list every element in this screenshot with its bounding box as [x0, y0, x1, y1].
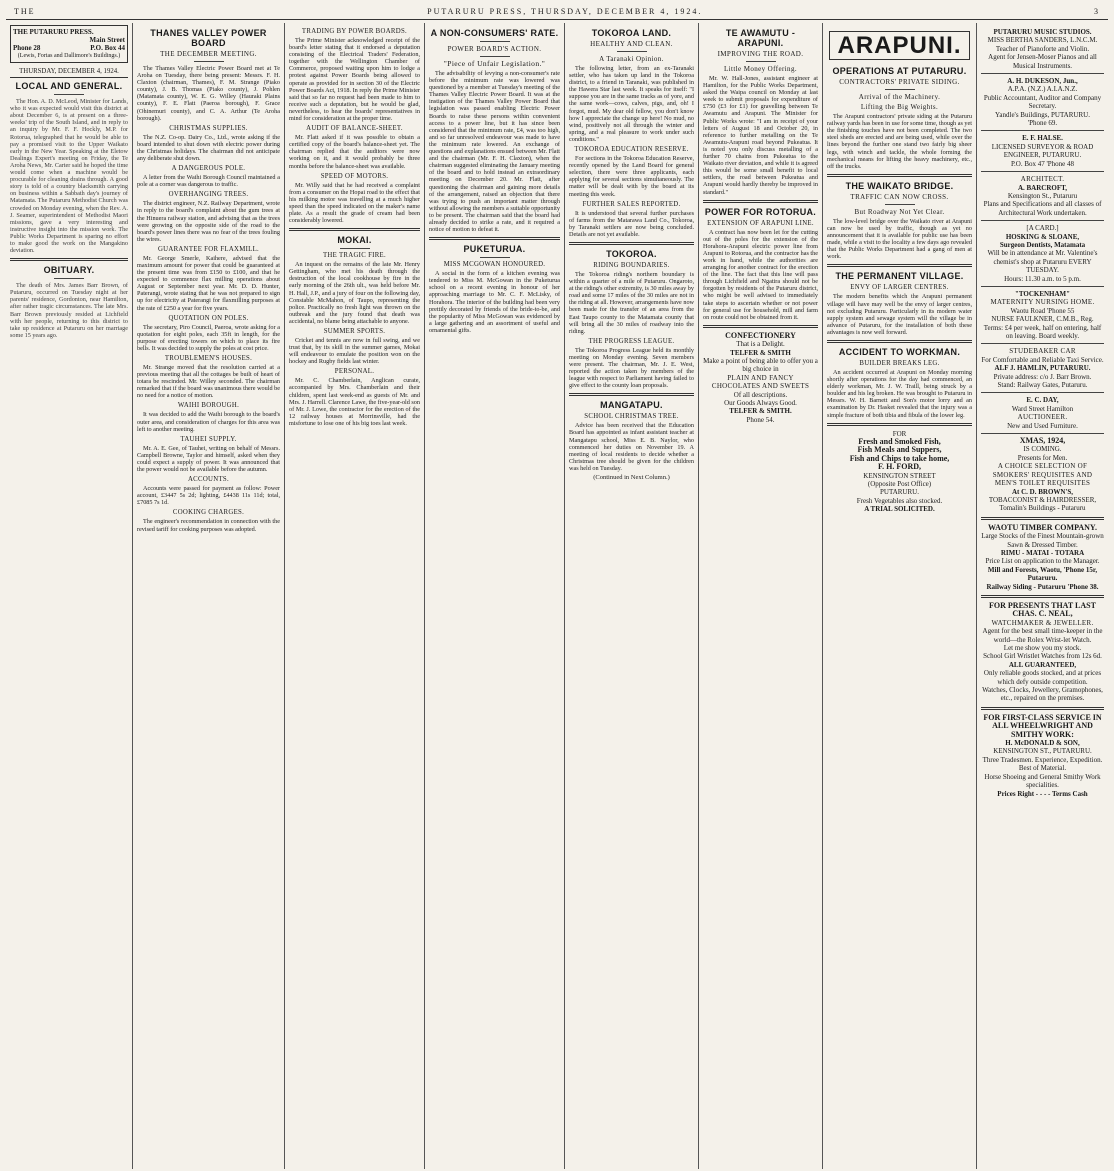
- ad-xmas-l2: Presents for Men.: [1017, 453, 1068, 462]
- ad-halse-l2: P.O. Box 47 'Phone 48: [1010, 159, 1075, 168]
- heading-local-general: LOCAL AND GENERAL.: [15, 81, 123, 92]
- christmas-supplies-text: The N.Z. Co-op. Dairy Co., Ltd., wrote asking if the board intended to shut down with electric power during the Christmas holidays. The chairman did not anticipate any deliberate shut down.: [137, 133, 280, 163]
- ad-day-l1: Ward Street Hamilton: [1011, 404, 1074, 413]
- heading-tokoroa: TOKOROA.: [606, 248, 657, 259]
- ad-mcdonald-l2: Three Tradesmen. Experience, Expedition. Best of Material.: [982, 755, 1103, 773]
- paper-publishers: (Lewis, Fortas and Dallimore's Buildings.): [17, 53, 121, 59]
- issue-date: THURSDAY, DECEMBER 4, 1924.: [10, 66, 128, 78]
- ad-waotu-l4: Mill and Forests, Waotu, 'Phone 15r, Putaruru.: [987, 565, 1098, 583]
- subheading-power-boards-action: POWER BOARD'S ACTION.: [447, 45, 542, 53]
- heading-puketurua: PUKETURUA.: [463, 244, 526, 255]
- ad-neal-l5: ALL GUARANTEED,: [1008, 660, 1077, 669]
- heading-operations-putaruru: OPERATIONS AT PUTARURU.: [832, 66, 967, 77]
- ad-neal-l7: Watches, Clocks, Jewellery, Gramophones, etc., repaired on the premises.: [982, 686, 1103, 703]
- heading-riding-boundaries: RIDING BOUNDARIES.: [593, 261, 670, 269]
- column-advertisements: [977, 23, 1108, 1169]
- ad-music-title: PUTARURU MUSIC STUDIOS.: [993, 28, 1092, 36]
- waikato-bridge-text: The low-level bridge over the Waikato river at Arapuni can now be used by traffic, though as yet no announcement that it is available for public use has been made, while a visit to the locality a few days ago revealed that the Public Works Department had a gang of men at work.: [827, 217, 972, 261]
- masthead: [6, 4, 1108, 20]
- heading-mangatapu: MANGATAPU.: [600, 400, 663, 411]
- ad-tockenham-name: "TOCKENHAM": [1014, 289, 1071, 298]
- subheading-contractors-siding: CONTRACTORS' PRIVATE SIDING.: [839, 78, 960, 87]
- ad-neal-l3: Let me show you my stock.: [1003, 644, 1082, 652]
- ad-neal-l2: Agent for the best small time-keeper in the world—the Rolex Wrist-let Watch.: [982, 627, 1103, 644]
- local-general-text: The Hon. A. D. McLeod, Minister for Lands, who it was expected would visit this district at about December 6, is at present on a three-weeks' trip of the South Island, and in reply to an inquiry by Mr. F. F. Hockly, M.P. for Rotorua, telegraphed that he would be able to pay a promised visit to the Upper Waikato early in the New Year. Speaking at the Eletow Dealings Expert's meeting on Friday, the Te Aroha News, Mr. Carter said he hoped the time would come when a machine would be procurable for cleaning drains through. A good story is told of a country blacksmith carrying on business within a Sabbath day's journey of Matamata. The Putaruru Methodist Church was crowded on Monday evening, when the Rev. A. J. Seamer, superintendent of Methodist Maori missions, gave a very interesting and instructive insight into the mission work. The Public Works Department is sparing no effort to make good the work on the Mangakino deviation.: [10, 98, 128, 255]
- ad-mcdonald-l4: Prices Right - - - - Terms Cash: [997, 789, 1088, 798]
- ad-xmas-l3: A CHOICE SELECTION OF SMOKERS' REQUISITES AND MEN'S TOILET REQUISITES: [992, 462, 1093, 488]
- ad-waotu-heading: WAOTU TIMBER COMPANY.: [988, 522, 1097, 532]
- audit-text: Mr. Flatt asked if it was possible to obtain a certified copy of the board's balance-sheet yet. The chairman replied that the auditors were now working on it, and it would probably be three months before the balance-sheet was available.: [289, 134, 420, 170]
- ad-car-l2: Private address: c/o J. Barr Brown.: [993, 372, 1092, 381]
- troublemens-houses-text: Mr. Strange moved that the resolution carried at a previous meeting that all the cottages be built of heart of totara be rescinded. Mr. Willey seconded. The chairman remarked that if the board was unanimous there would be no need for a notice of motion.: [137, 364, 280, 400]
- subheading-arrival-machinery: Arrival of the Machinery.: [858, 93, 941, 102]
- ad-confectionery-line4: Of all descriptions.: [733, 390, 788, 399]
- ad-mcdonald-name: H. McDONALD & SON,: [1005, 739, 1080, 748]
- ad-card-l3: Hours: 11.30 a.m. to 5 p.m.: [1004, 274, 1081, 283]
- mcdonald-smithy-advert: [981, 714, 1104, 798]
- ad-waotu-l5: Railway Siding - Putaruru 'Phone 38.: [986, 582, 1099, 591]
- ad-xmas-l5: TOBACCONIST & HAIRDRESSER, Tomalin's Buildings - Putaruru: [988, 495, 1097, 513]
- ad-neal-heading: FOR PRESENTS THAT LAST CHAS. C. NEAL,: [989, 600, 1096, 619]
- waotu-timber-advert: [981, 524, 1104, 591]
- ad-halse-l1: LICENSED SURVEYOR & ROAD ENGINEER, PUTARURU.: [991, 142, 1094, 160]
- ad-ford-opposite: (Opposite Post Office): [867, 480, 932, 489]
- paper-name: THE PUTARURU PRESS.: [13, 28, 94, 36]
- personal-text: Mr. C. Chamberlain, Anglican curate, accompanied by Mrs. Chamberlain and their children, spent last week-end as guests of Mr. and Mrs. J. Harrell. Clarence Lawe, the five-year-old son of Mr. J. Lowe, the contractor for the erection of the 12 railway houses at Morrinsville, had the misfortune to lose one of his big toes last week.: [289, 377, 420, 427]
- heading-obituary: OBITUARY.: [43, 265, 95, 276]
- ad-confectionery-line1: That is a Delight.: [736, 340, 785, 349]
- ad-dukeson-l1: A.P.A. (N.Z.) A.I.A.N.Z.: [1007, 85, 1078, 94]
- ad-mcdonald-l1: KENSINGTON ST., PUTARURU.: [993, 747, 1092, 756]
- column-non-consumers-rate: [425, 23, 565, 1169]
- non-consumers-text: The advisability of levying a non-consumer's rate before the minimum rate was lowered was questioned by a member at Tuesday's meeting of the Thames Valley Electric Power Board. It was at the instigation of the Thames Valley Power Board that legislation was passed enabling Electric Power Boards to raise these persons within convenient access to a power line, but it has since been considered that the minimum rate, £4, was too high, and so far unresolved endeavour was made to have the minimum rate lowered. An exchange of questions and explanations ensued between Mr. Flatt and the chairman (Mr. F. H. Claxton), when the chairman suggested eliminating the January meeting of the board and to hold instead an extraordinary meeting on December 20. Mr. Flatt, after questioning the chairman and gaining more details of the arrangement, raised an objection that there was trying to push an important matter through without allowing the members a suitable opportunity to be present. The chairman said that the board had already decided to strike a rate, and it required a notice of motion to defeat it.: [429, 70, 560, 234]
- subheading-healthy-clean: HEALTHY AND CLEAN.: [590, 40, 673, 48]
- further-sales-text: It is understood that several further purchases of farms from the Matarawa Land Co., Tokoroa, by Taranaki settlers are now being concluded. Details are not yet available.: [569, 209, 694, 238]
- heading-audit-balance-sheet: AUDIT OF BALANCE-SHEET.: [306, 125, 403, 133]
- mangatapu-text: Advice has been received that the Education Board has appointed as infant assistant teacher at Mangatapu school, Miss E. B. Naylor, who commenced her duties on November 19. A meeting of local residents to decide whether a Christmas tree should be given for the children was held on Tuesday.: [569, 422, 694, 472]
- ad-car-heading: STUDEBAKER CAR: [1009, 347, 1076, 356]
- heading-builder-breaks-leg: BUILDER BREAKS LEG.: [859, 359, 940, 367]
- ad-tockenham-l4: Terms: £4 per week, half on entering, half on leaving. Board weekly.: [983, 323, 1102, 340]
- accounts-text: Accounts were passed for payment as follow: Power account, £3447 5s 2d; lighting, £4438 11s 11d; total, £7085 7s 1d.: [137, 485, 280, 507]
- subheading-traffic-cross: TRAFFIC CAN NOW CROSS.: [850, 192, 949, 201]
- hosking-sloane-advert: [981, 224, 1104, 283]
- heading-envy-larger-centres: ENVY OF LARGER CENTRES.: [850, 284, 949, 292]
- heading-quotation-poles: QUOTATION ON POLES.: [168, 314, 249, 322]
- ad-music-l2: Teacher of Pianoforte and Violin.: [995, 44, 1090, 53]
- ad-architect-l2: Plans and Specifications and all classes of Architectural Work undertaken.: [983, 200, 1102, 217]
- power-rotorua-text: A contract has now been let for the cutting out of the poles for the extension of the Horahora-Arapuni electric power line from Arapuni to Rotorua, and the contractor has the work in hand, while the authorities are arranging for another contract for the erection of the line. The fact that this line will pass through Lichfield and Ngatira should not be forgotten by residents of the Putaruru district, who might be well advised to immediately take steps to ascertain whether or not power for general use for household, mill and farm on route could not be obtained from it.: [703, 228, 818, 321]
- ad-confectionery-line5: Our Goods Always Good.: [724, 399, 797, 408]
- ad-telfer-smith-footer: TELFER & SMITH.: [729, 407, 792, 416]
- heading-waihi-borough: WAIHI BOROUGH.: [177, 402, 240, 410]
- heading-power-rotorua: POWER FOR ROTORUA.: [704, 206, 817, 217]
- heading-summer-sports: SUMMER SPORTS.: [323, 328, 386, 335]
- heading-tauhei-supply: TAUHEI SUPPLY.: [180, 435, 237, 443]
- column-tokoroa: [565, 23, 699, 1169]
- overhanging-trees-text: The district engineer, N.Z. Railway Department, wrote in reply to the board's complaint about the gum trees at the Hinuera railway station, and advising that as the trees were growing on the opposite side of the road to the board's power lines there was no fear of the trees fouling the wires.: [137, 200, 280, 243]
- masthead-page-number: 3: [1093, 7, 1100, 16]
- trading-text: The Prime Minister acknowledged receipt of the board's letter stating that it endorsed a deputation consisting of the Electrical Traders' Federation, together with the Wellington Chamber of Commerce, proposed waiting upon him to lodge a protest against Power Boards being allowed to operate as provided for in section 30 of the Electric Power Boards Act, 1918. In reply the Prime Minister said that so far no request had been made to him to receive such a deputation, but he would be glad, nevertheless, to hear the boards' representatives in mind for consideration at the proper time.: [289, 37, 420, 123]
- heading-cooking-charges: COOKING CHARGES.: [172, 509, 245, 517]
- ad-ford-trial: A TRIAL SOLICITED.: [864, 505, 935, 514]
- subheading-improving-road: IMPROVING THE ROAD.: [717, 50, 804, 58]
- heading-progress-league: THE PROGRESS LEAGUE.: [588, 337, 675, 345]
- heading-personal: PERSONAL.: [334, 368, 375, 376]
- day-auctioneer-advert: [981, 396, 1104, 430]
- heading-permanent-village: THE PERMANENT VILLAGE.: [835, 271, 964, 282]
- column-power-board: [133, 23, 285, 1169]
- heading-overhanging-trees: OVERHANGING TREES.: [168, 191, 249, 199]
- tockenham-advert: [981, 290, 1104, 340]
- riding-boundaries-text: The Tokoroa riding's northern boundary is within a quarter of a mile of Putaruru. Ongaroto, at the riding's other extremity, is 30 miles away by road and some 17 miles of the 30 miles are not in the riding at all. However, arrangements have now been made for the transfer of an area from the East Taupo county to the Matamata county that will bring all the 30 miles of roadway into the riding.: [569, 270, 695, 335]
- guarantee-flaxmill-text: Mr. George Smerle, Kaihere, advised that the maximum amount for power that could be guaranteed at the present time was from £150 to £100, and that he expected to commence flax milling operations about August or September next year. Mr. D. D. Hunter, Paterangi, wrote stating that he was not prepared to sign up for electricity at Paterangi for flaxmilling purposes at the rate of £250 a year for five years.: [137, 254, 280, 312]
- heading-mcgowan-honoured: MISS MCGOWAN HONOURED.: [443, 261, 546, 269]
- telfer-smith-advert: [703, 332, 818, 424]
- subheading-little-money: Little Money Offering.: [723, 65, 798, 73]
- masthead-center: PUTARURU PRESS, THURSDAY, DECEMBER 4, 1924.: [427, 7, 703, 16]
- subheading-december-meeting: THE DECEMBER MEETING.: [160, 50, 257, 58]
- ad-xmas-l1: IS COMING.: [1023, 445, 1062, 454]
- ad-card-l2: Will be in attendance at Mr. Valentine's chemist's shop at Putaruru EVERY TUESDAY.: [987, 249, 1098, 275]
- speed-text: Mr. Willy said that he had received a complaint from a consumer on the Hopai road to the effect that his milking motor was travelling at a much higher speed than the speed indicated on the maker's name plate. As a result the grade of cream had been considerably lowered.: [289, 181, 420, 225]
- ad-dukeson-l3: Yandle's Buildings, PUTARURU.: [995, 110, 1090, 119]
- heading-school-christmas-tree: SCHOOL CHRISTMAS TREE.: [584, 413, 679, 421]
- ford-fish-advert: [827, 430, 972, 514]
- ad-dukeson-l4: 'Phone 69.: [1027, 119, 1058, 128]
- ad-architect-l1: Kensington St., Putaruru: [1007, 191, 1078, 200]
- heading-tokoroa-land: TOKOROA LAND.: [591, 28, 672, 38]
- heading-accounts: ACCOUNTS.: [187, 476, 230, 484]
- ad-confectionery-line2: Make a point of being able to offer you a big choice in: [703, 357, 818, 374]
- ad-mcdonald-heading: FOR FIRST-CLASS SERVICE IN ALL WHEELWRIGHT AND SMITHY WORK:: [983, 712, 1102, 739]
- ad-day-l2: AUCTIONEER.: [1017, 413, 1068, 422]
- ad-architect-name: A. BARCROFT,: [1017, 183, 1068, 192]
- columns: [6, 23, 1108, 1169]
- heading-te-awamutu-arapuni: TE AWAMUTU - ARAPUNI.: [725, 28, 796, 48]
- heading-troublemens-houses: TROUBLEMEN'S HOUSES.: [164, 355, 253, 362]
- ad-telfer-smith-phone: Phone 54.: [746, 415, 775, 424]
- dangerous-pole-text: A letter from the Waihi Borough Council maintained a pole at a corner was dangerous to traffic.: [137, 174, 280, 189]
- ad-dukeson-l2: Public Accountant, Auditor and Company Secretary.: [983, 93, 1102, 111]
- heading-accident-workman: ACCIDENT TO WORKMAN.: [838, 346, 961, 357]
- ad-neal-l6: Only reliable goods stocked, and at prices which defy outside competition.: [983, 669, 1102, 686]
- heading-trading-power-boards: TRADING BY POWER BOARDS.: [301, 28, 408, 35]
- subheading-taranaki-opinion: A Taranaki Opinion.: [599, 55, 664, 63]
- music-studios-advert: [981, 28, 1104, 70]
- ad-ford-town: PUTARURU.: [880, 488, 919, 497]
- ad-architect-heading: ARCHITECT.: [1020, 175, 1065, 184]
- column-local-general: [6, 23, 133, 1169]
- paper-address: Main Street: [89, 36, 125, 44]
- summer-sports-text: Cricket and tennis are now in full swing, and we trust that, by its skill in the summer games, Mokai will endeavour to emulate the position won on the hockey and Rugby fields last winter.: [289, 337, 420, 366]
- ad-ford-name: F. H. FORD,: [877, 462, 922, 472]
- ad-halse-name: E. F. HALSE.: [1022, 134, 1063, 143]
- ad-xmas-heading: XMAS, 1924,: [1019, 436, 1066, 446]
- tokoroa-land-text: The following letter, from an ex-Taranaki settler, who has taken up land in the Tokoroa district, to a friend in Taranaki, was published in the Hawera Star last week. It speaks for itself: "I suppose you are in the same tracks as of yore, and the same work—cows, calves, pigs, and, oh! I forgot, mud. My dear old fellow, you don't know how I appreciate the change up here! No mud, no wind, positively not all through the winter and spring, and a real pleasure to work under such conditions.": [569, 65, 694, 143]
- masthead-left: THE: [14, 7, 36, 16]
- heading-power-board: THANES VALLEY POWER BOARD: [150, 28, 267, 48]
- waihi-borough-text: It was decided to add the Waihi borough to the board's outer area, and consideration of charges for this area was left to another meeting.: [137, 411, 280, 433]
- cooking-charges-text: The engineer's recommendation in connection with the revised tariff for cooking purposes was adopted.: [137, 518, 280, 533]
- paper-phone: Phone 28: [13, 44, 41, 52]
- ad-neal-l1: WATCHMAKER & JEWELLER.: [991, 618, 1094, 627]
- tragic-fire-text: An inquest on the remains of the late Mr. Henry Gettingham, who met his death through the destruction of the local cookhouse by fire in the early morning of the 26th ult., was held before Mr. H. Hall, J.P., and a jury of four on the following day, Constable McMahon, of Taupo, representing the police. Practically no fresh light was thrown on the outbreak and the jury found that death was accidental, no blame being attachable to anyone.: [289, 261, 420, 325]
- ad-ford-for: FOR: [892, 429, 907, 438]
- neal-jeweller-advert: [981, 602, 1104, 703]
- ad-telfer-smith-name: TELFER & SMITH: [730, 348, 791, 357]
- ad-day-l3: New and Used Furniture.: [1007, 421, 1078, 430]
- ad-waotu-l1: Large Stocks of the Finest Mountain-grown Sawn & Dressed Timber.: [981, 532, 1104, 549]
- hamlin-taxi-advert: [981, 347, 1104, 389]
- ad-music-l3: Agent for Jensen-Moser Pianos and all Musical Instruments.: [988, 53, 1097, 70]
- ad-card-name: HOSKING & SLOANE,: [1005, 232, 1080, 241]
- ad-car-name: ALF J. HAMLIN, PUTARURU.: [994, 364, 1091, 373]
- ad-confectionery-title: CONFECTIONERY: [725, 330, 796, 340]
- heading-mokai: MOKAI.: [337, 235, 372, 246]
- heading-speed-motors: SPEED OF MOTORS.: [320, 172, 389, 180]
- continued-note: (Continued in Next Column.): [593, 474, 670, 482]
- ad-day-name: E. C. DAY,: [1026, 396, 1059, 405]
- halse-advert: [981, 134, 1104, 168]
- heading-tragic-fire: THE TRAGIC FIRE.: [322, 252, 386, 260]
- ad-ford-vegetables: Fresh Vegetables also stocked.: [856, 496, 943, 505]
- education-reserve-text: For sections in the Tokoroa Education Reserve, recently opened by the Land Board for general selection, there were three applicants, each applying for several sections simultaneously. The matter will be dealt with by the board at its meeting this week.: [569, 155, 694, 198]
- ad-card-heading: [A CARD.]: [1026, 224, 1059, 233]
- progress-league-text: The Tokoroa Progress League held its monthly meeting on Monday evening. Seven members were present. The chairman, Mr. J. E. West, reported the action taken by members of the league with respect to Parliament having failed to give effect to the county loan proposals.: [569, 346, 694, 390]
- operations-text: The Arapuni contractors' private siding at the Putaruru railway yards has been in use for some time, though as yet the finishing touches have not been completed. The two steel sheds are erected and are being used, while over the lines beyond the further one stand two fairly big sheer legs, with winch and tackle, the whole forming the mechanical means for lifting the heavy machinery, etc., off the trucks.: [827, 113, 972, 170]
- ad-tockenham-l2: Waotu Road 'Phone 55: [1010, 306, 1075, 315]
- ad-car-l3: Stand: Railway Gates, Putaruru.: [997, 381, 1088, 390]
- subheading-roadway-not-clear: But Roadway Not Yet Clear.: [854, 207, 945, 216]
- ad-mcdonald-l3: Horse Shoeing and General Smithy Work specialities.: [984, 772, 1101, 790]
- heading-waikato-bridge: THE WAIKATO BRIDGE.: [845, 180, 954, 191]
- architect-advert: [981, 175, 1104, 217]
- te-awamutu-text: Mr. W. Hall-Jones, assistant engineer at Hamilton, for the Public Works Department, asked the Waipa council on Monday at last week to submit proposals for expenditure of £750 (£3 for £1) for gravelling between Te Awamutu and Arapuni. The Minister for Public Works wrote: "I am in receipt of your letters of August 18 and October 20, in reference to further metalling on the Te Awamutu-Arapuni road beyond Pukeatua. It is noted you only discuss metalling of a further 70 chains from Pukeatua to the Waikato river deviation, and while it is agreed this would be some small benefit to local settlers, the road between Pukeatua and Arapuni would hardly thereby be improved in standard.": [703, 75, 818, 196]
- ad-confectionery-line3: PLAIN AND FANCY CHOCOLATES AND SWEETS: [711, 373, 810, 391]
- heading-dangerous-pole: A DANGEROUS POLE.: [171, 165, 246, 173]
- heading-guarantee-flaxmill: GUARANTEE FOR FLAXMILL.: [157, 245, 260, 253]
- heading-extension-arapuni-line: EXTENSION OF ARAPUNI LINE.: [707, 219, 814, 227]
- ad-tockenham-l1: MATERNITY NURSING HOME.: [990, 298, 1095, 307]
- puketurua-text: A social in the form of a kitchen evening was tendered to Miss M. McGowan in the Puketurua school on a recent evening in honour of her approaching marriage to Mr. C. F. McLisky, of Horahora. The interior of the building had been very prettily decorated by friends of the bride-to-be, and the popularity of Miss McGowan was evidenced by a large gathering and an assortment of useful and ornamental gifts.: [429, 270, 560, 334]
- xmas-brown-advert: [981, 437, 1104, 513]
- ad-dukeson-name: A. H. DUKESON, Jun.,: [1007, 77, 1078, 86]
- ad-waotu-l3: Price List on application to the Manager.: [985, 557, 1100, 566]
- power-board-intro: The Thames Valley Electric Power Board met at Te Aroha on Tuesday, there being present: Messrs. F. H. Claxton (chairman, Thames), F. M. Strange (Piako county), J. B. Thomas (Piako county), J. Pohlen (Matamata county), W. E. G. Willey (Hauraki Plains county), F. E. Flatt (Paeroa borough), F. Grace (Ohinemuri county), and C. A. Arthur (Te Aroha borough).: [137, 65, 280, 122]
- column-trading-mokai: [285, 23, 425, 1169]
- column-te-awamutu-arapuni: [699, 23, 823, 1169]
- subheading-lifting-weights: Lifting the Big Weights.: [860, 103, 939, 112]
- heading-christmas-supplies: CHRISTMAS SUPPLIES.: [169, 124, 248, 132]
- dukeson-advert: [981, 77, 1104, 127]
- ad-ford-fish2: Fish Meals and Suppers,: [857, 445, 942, 455]
- quotation-poles-text: The secretary, Piro Council, Paeroa, wrote asking for a quotation for eight poles, each 35ft in length, for the purpose of erecting towers on which to place its fire bells. It was decided to supply the poles at cost price.: [137, 323, 280, 352]
- heading-further-sales: FURTHER SALES REPORTED.: [582, 200, 681, 208]
- ad-waotu-l2: RIMU - MATAI - TOTARA: [1000, 548, 1085, 557]
- heading-arapuni: ARAPUNI.: [829, 31, 970, 60]
- ad-ford-fish3: Fish and Chips to take home,: [849, 453, 950, 463]
- tauhei-supply-text: Mr. A. E. Gee, of Tauhei, writing on behalf of Messrs. Campbell Browne, Taylor and himself, asked when they could expect a supply of power. It was announced that the power would not be available before the autumn.: [137, 444, 280, 474]
- column-arapuni: [823, 23, 977, 1169]
- paper-info-box: [10, 25, 128, 63]
- ad-tockenham-l3: NURSE FAULKNER, C.M.B., Reg.: [991, 315, 1094, 324]
- ad-ford-street: KENSINGTON STREET: [863, 471, 936, 480]
- ad-car-l1: For Comfortable and Reliable Taxi Service.: [981, 355, 1104, 364]
- accident-text: An accident occurred at Arapuni on Monday morning shortly after operations for the day had commenced, an elderly workman, Mr. J. W. Traill, being struck by a boulder and his leg broken. He was brought to Putaruru in Messrs. W. H. Barnett and Son's motor lorry and an examination by Dr. Hasket revealed that the injury was a simple fracture of both tibia and fibula of the lower leg.: [827, 368, 972, 419]
- heading-non-consumers-rate: A NON-CONSUMERS' RATE.: [430, 28, 559, 38]
- subheading-unfair-legislation: "Piece of Unfair Legislation.": [443, 59, 546, 68]
- ad-neal-l4: School Girl Wristlet Watches from 12s 6d.: [983, 652, 1102, 661]
- ad-xmas-l4: At C. D. BROWN'S,: [1011, 487, 1074, 496]
- ad-ford-fish1: Fresh and Smoked Fish,: [858, 437, 941, 447]
- ad-music-l1: MISS BERTHA SANDERS, L.N.C.M.: [987, 36, 1098, 45]
- heading-education-reserve: TOKOROA EDUCATION RESERVE.: [574, 146, 689, 154]
- obituary-text: The death of Mrs. James Barr Brown, of Putaruru, occurred on Tuesday night at her parents' residence, Gordonton, near Hamilton, after rather tragic circumstances. The late Mrs. Barr Brown previously resided at Lichfield with her people, returning to this district to take up residence at Putaruru on her marriage some 15 years ago.: [10, 282, 128, 339]
- paper-box: P.O. Box 44: [90, 44, 125, 52]
- permanent-village-text: The modern benefits which the Arapuni permanent village will have may well be the envy of larger centres, not excluding Putaruru. Particularly in its modern water supply system and sewage system will the village be in advance of Putaruru, for the installation of both these advantages is now well forward.: [827, 293, 972, 336]
- ad-card-l1: Surgeon Dentists, Matamata: [999, 240, 1086, 249]
